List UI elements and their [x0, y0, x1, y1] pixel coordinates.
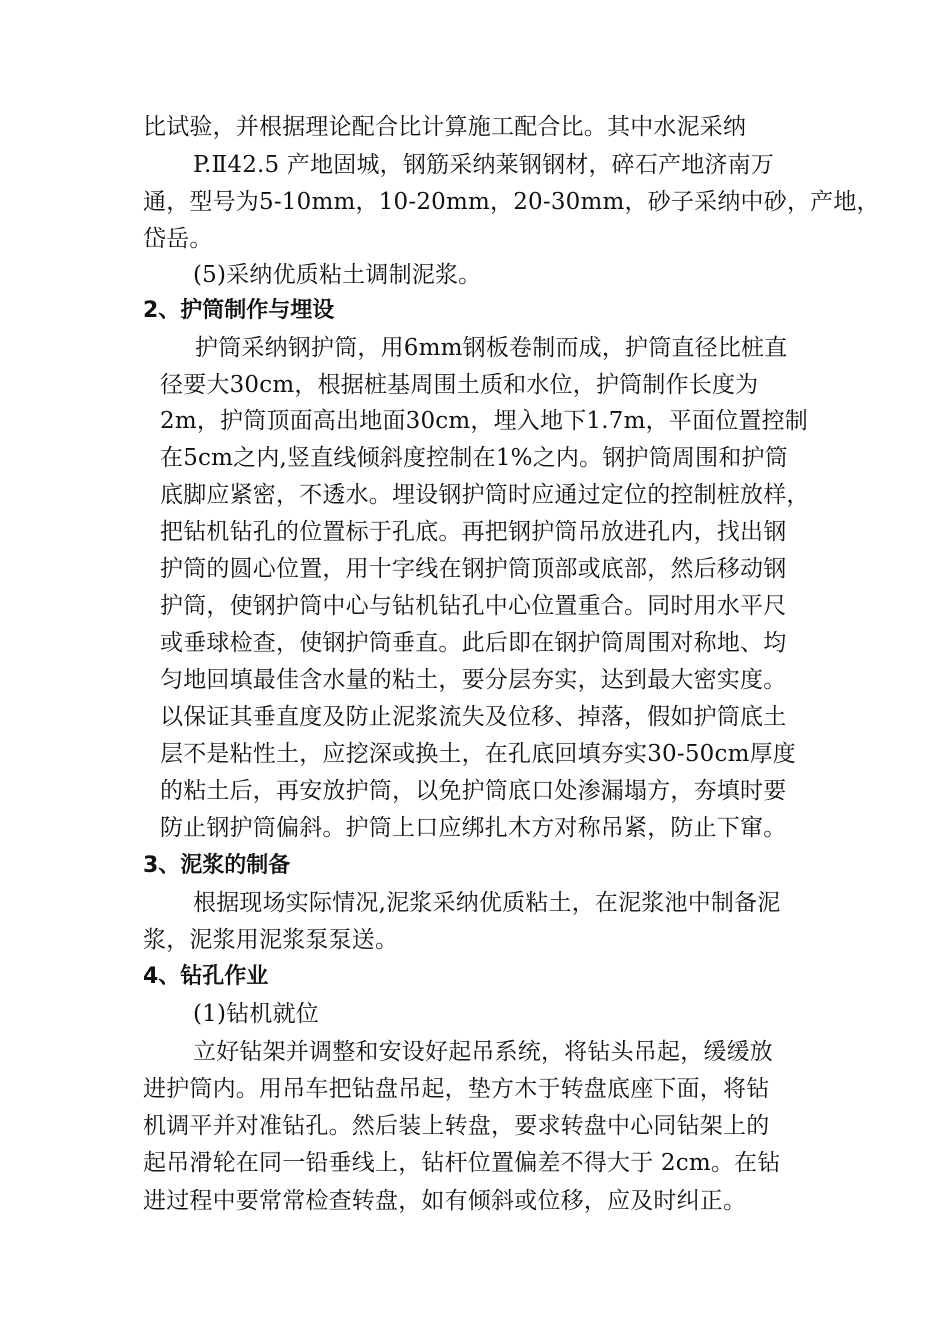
section-4-line: 进过程中要常常检查转盘，如有倾斜或位移，应及时纠正。 [143, 1188, 747, 1214]
section-4-line: 起吊滑轮在同一铅垂线上，钻杆位置偏差不得大于 2cm。在钻 [143, 1150, 781, 1176]
section-2-line: 底脚应紧密，不透水。埋设钢护筒时应通过定位的控制桩放样， [160, 482, 810, 508]
section-2-line: 把钻机钻孔的位置标于孔底。再把钢护筒吊放进孔内，找出钢 [160, 519, 787, 545]
intro-line-1: 比试验，并根据理论配合比计算施工配合比。其中水泥采纳 [143, 114, 747, 140]
section-2-line: 匀地回填最佳含水量的粘土，要分层夯实，达到最大密实度。 [160, 667, 787, 693]
section-2-line: 层不是粘性土，应挖深或换土，在孔底回填夯实30-50cm厚度 [160, 741, 796, 767]
intro-line-2: P.Ⅱ42.5 产地固城，钢筋采纳莱钢钢材，碎石产地济南万 [193, 152, 775, 178]
section-2-line: 在5cm之内,竖直线倾斜度控制在1%之内。钢护筒周围和护筒 [160, 445, 788, 471]
section-2-line: 护筒的圆心位置，用十字线在钢护筒顶部或底部，然后移动钢 [160, 556, 787, 582]
section-2-line: 或垂球检查，使钢护筒垂直。此后即在钢护筒周围对称地、均 [160, 630, 787, 656]
section-2-line: 护筒采纳钢护筒，用6mm钢板卷制而成，护筒直径比桩直 [195, 335, 788, 361]
intro-line-3: 通，型号为5-10mm，10-20mm，20-30mm，砂子采纳中砂，产地， [143, 189, 880, 215]
section-2-line: 以保证其垂直度及防止泥浆流失及位移、掉落，假如护筒底土 [160, 704, 787, 730]
section-2-line: 2m，护筒顶面高出地面30cm，埋入地下1.7m，平面位置控制 [160, 408, 808, 434]
section-4-heading: 4、钻孔作业 [143, 964, 269, 989]
section-4-subheading: (1)钻机就位 [193, 1001, 319, 1027]
section-2-line: 的粘土后，再安放护筒，以免护筒底口处渗漏塌方，夯填时要 [160, 778, 787, 804]
section-4-line: 立好钻架并调整和安设好起吊系统，将钻头吊起，缓缓放 [193, 1039, 773, 1065]
section-4-line: 机调平并对准钻孔。然后装上转盘，要求转盘中心同钻架上的 [143, 1113, 770, 1139]
section-2-line: 防止钢护筒偏斜。护筒上口应绑扎木方对称吊紧，防止下窜。 [160, 815, 787, 841]
section-2-heading: 2、护筒制作与埋设 [143, 298, 335, 323]
section-2-line: 护筒，使钢护筒中心与钻机钻孔中心位置重合。同时用水平尺 [160, 593, 787, 619]
section-3-heading: 3、泥浆的制备 [143, 853, 291, 878]
section-3-line: 根据现场实际情况,泥浆采纳优质粘土，在泥浆池中制备泥 [193, 890, 781, 916]
section-2-line: 径要大30cm，根据桩基周围土质和水位，护筒制作长度为 [160, 372, 759, 398]
section-4-line: 进护筒内。用吊车把钻盘吊起，垫方木于转盘底座下面，将钻 [143, 1076, 770, 1102]
section-3-line: 浆，泥浆用泥浆泵泵送。 [143, 927, 399, 953]
intro-item-5: (5)采纳优质粘土调制泥浆。 [193, 262, 482, 288]
intro-line-4: 岱岳。 [143, 226, 213, 252]
